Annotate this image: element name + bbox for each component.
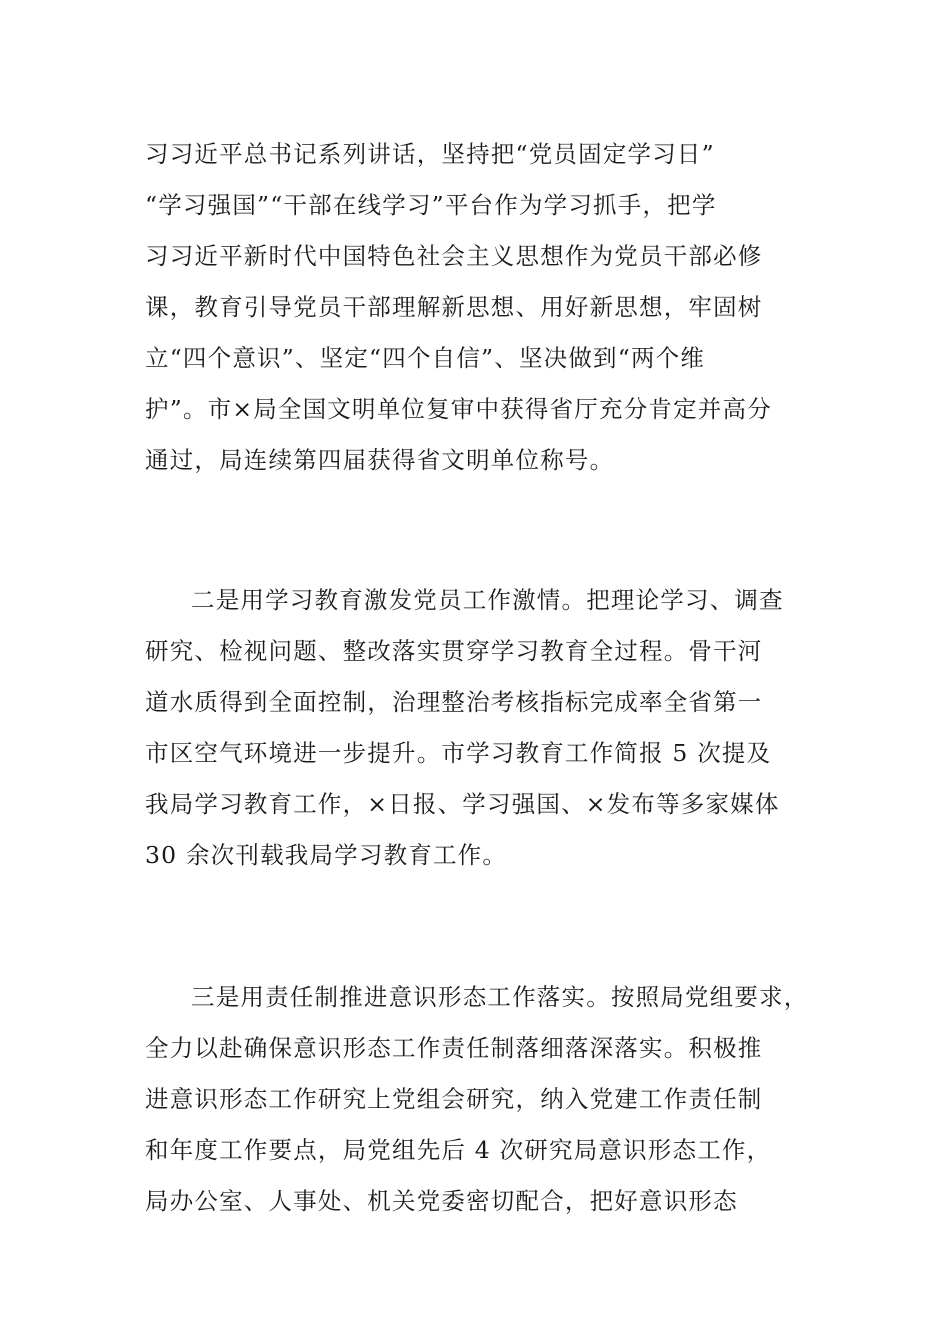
- text-line: 全力以赴确保意识形态工作责任制落细落深落实。积极推: [145, 1034, 763, 1062]
- text-line: 局办公室、人事处、机关党委密切配合，把好意识形态: [145, 1187, 738, 1215]
- text-line: 30 余次刊载我局学习教育工作。: [145, 841, 508, 869]
- paragraph-study-education: [145, 575, 810, 881]
- text-line: 研究、检视问题、整改落实贯穿学习教育全过程。骨干河: [145, 637, 763, 665]
- text-line: 进意识形态工作研究上党组会研究，纳入党建工作责任制: [145, 1085, 763, 1113]
- paragraph-responsibility: [145, 972, 810, 1227]
- text-line: 市区空气环境进一步提升。市学习教育工作简报 5 次提及: [145, 739, 772, 767]
- text-line: 护”。市×局全国文明单位复审中获得省厅充分肯定并高分: [145, 395, 772, 423]
- text-line: 立“四个意识”、坚定“四个自信”、坚决做到“两个维: [145, 344, 706, 372]
- text-line: “学习强国”“干部在线学习”平台作为学习抓手，把学: [145, 191, 717, 219]
- text-line: 习习近平新时代中国特色社会主义思想作为党员干部必修: [145, 242, 763, 270]
- text-line-first: 三是用责任制推进意识形态工作落实。按照局党组要求，: [191, 983, 809, 1011]
- text-line: 道水质得到全面控制，治理整治考核指标完成率全省第一: [145, 688, 763, 716]
- text-line-first: 二是用学习教育激发党员工作激情。把理论学习、调查: [191, 586, 784, 614]
- text-line: 习习近平总书记系列讲话，坚持把“党员固定学习日”: [145, 140, 715, 168]
- paragraph-continuation: [145, 129, 810, 486]
- text-line: 和年度工作要点，局党组先后 4 次研究局意识形态工作，: [145, 1136, 772, 1164]
- text-line: 我局学习教育工作，×日报、学习强国、×发布等多家媒体: [145, 790, 780, 818]
- text-line: 通过，局连续第四届获得省文明单位称号。: [145, 446, 615, 474]
- text-line: 课，教育引导党员干部理解新思想、用好新思想，牢固树: [145, 293, 763, 321]
